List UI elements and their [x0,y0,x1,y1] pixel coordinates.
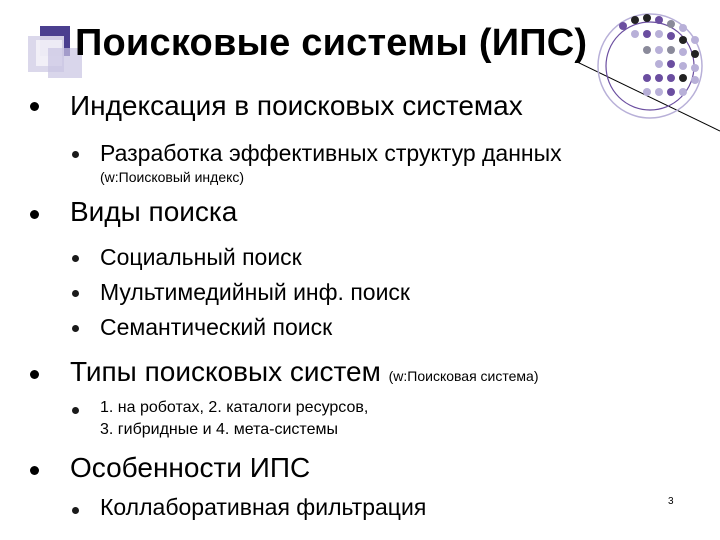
list-item-indexing: Индексация в поисковых системах [70,90,523,121]
list-item-multimedia-search: Мультимедийный инф. поиск [100,279,410,305]
list-item-social-search: Социальный поиск [100,244,302,270]
dotted-circle-decoration [575,6,720,136]
wiki-note-search-index: (w:Поисковый индекс) [100,169,245,185]
list-item-engine-types-detail [100,397,368,441]
list-item-semantic-search: Семантический поиск [100,314,333,340]
bullet-icon [30,210,39,219]
list-item-ips-features: Особенности ИПС [70,452,311,483]
bullet-icon [30,466,39,475]
wiki-note-search-engine: (w:Поисковая система) [388,368,539,384]
bullet-icon [72,507,79,514]
list-item-collaborative-filtering: Коллаборативная фильтрация [100,494,427,520]
page-number: 3 [668,496,674,507]
list-item-search-kinds: Виды поиска [70,196,238,227]
slide-title: Поисковые системы (ИПС) [75,22,588,64]
bullet-icon [30,370,39,379]
search-engine-types-label: Типы поисковых систем [70,356,381,387]
engine-types-line-2: 3. гибридные и 4. мета-системы [100,421,338,438]
engine-types-line-1: 1. на роботах, 2. каталоги ресурсов, [100,399,369,416]
bullet-icon [72,407,79,414]
list-item-data-structures: Разработка эффективных структур данных [100,140,562,166]
bullet-icon [72,325,79,332]
list-item-search-engine-types [70,356,539,388]
bullet-icon [72,151,79,158]
bullet-icon [72,255,79,262]
bullet-icon [72,290,79,297]
bullet-icon [30,102,39,111]
